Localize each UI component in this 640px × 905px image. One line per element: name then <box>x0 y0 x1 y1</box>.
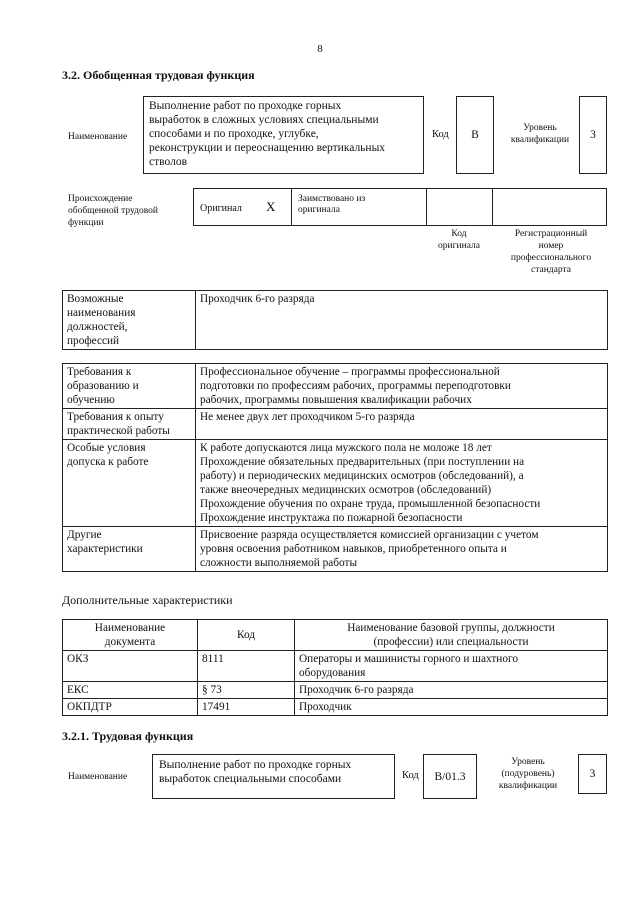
lf-level-label-line: квалификации <box>498 781 558 791</box>
gf-code-label: Код <box>432 129 449 140</box>
header-base-line: Наименование базовой группы, должности <box>347 622 555 634</box>
additional-table <box>62 619 608 716</box>
lf-name-line: выработок специальными способами <box>159 773 342 785</box>
lf-level-label <box>483 756 573 792</box>
header-base <box>295 620 608 651</box>
requirement-row <box>63 409 608 440</box>
reg-number-caption-line: номер <box>538 241 564 251</box>
requirement-label-line: Требования к опыту <box>67 411 164 423</box>
gf-level-value: 3 <box>579 96 607 174</box>
lf-level-value: 3 <box>578 754 607 794</box>
origin-label-line: обобщенной трудовой <box>68 206 158 216</box>
requirement-value-line: Присвоение разряда осуществляется комиссией организации с учетом <box>200 529 539 541</box>
requirement-value-line: К работе допускаются лица мужского пола не моложе 18 лет <box>200 442 492 454</box>
reg-number-caption <box>495 228 607 276</box>
requirement-label-line: Особые условия <box>67 442 146 454</box>
reg-number-caption-line: стандарта <box>531 265 571 275</box>
gf-code-value: B <box>456 96 494 174</box>
table-row <box>63 699 608 716</box>
gf-level-label-line: Уровень <box>523 123 557 133</box>
requirement-value-line: Профессиональное обучение – программы профессиональной <box>200 366 500 378</box>
header-base-line: (профессии) или специальности <box>373 636 529 648</box>
header-doc-line: документа <box>104 636 156 648</box>
origin-label-line: Происхождение <box>68 194 133 204</box>
reg-number-caption-line: Регистрационный <box>514 229 588 239</box>
lf-name-box <box>152 754 395 799</box>
gf-name-box <box>143 96 424 174</box>
requirement-label <box>63 364 196 409</box>
gf-level-label <box>505 122 575 146</box>
borrowed-label <box>298 194 365 216</box>
requirement-label-line: допуска к работе <box>67 456 149 468</box>
requirement-value <box>196 409 608 440</box>
requirement-label <box>63 409 196 440</box>
requirement-label-line: характеристики <box>67 543 143 555</box>
gf-name-line: способами и по проходке, углубке, <box>149 128 319 140</box>
cell-name <box>295 699 608 716</box>
cell-doc: ЕКС <box>63 682 198 699</box>
requirement-value-line: сложности выполняемой работы <box>200 557 358 569</box>
requirement-value-line: уровня освоения работником навыков, приобретенного опыта и <box>200 543 507 555</box>
borrowed-label-line: оригинала <box>298 205 340 215</box>
cell-doc: ОКПДТР <box>63 699 198 716</box>
requirements-table <box>62 363 608 572</box>
positions-label-line: наименования <box>67 307 136 319</box>
requirement-label-line: образованию и <box>67 380 139 392</box>
cell-code: 17491 <box>198 699 295 716</box>
header-doc <box>63 620 198 651</box>
original-mark: X <box>266 199 276 214</box>
cell-name-line: Операторы и машинисты горного и шахтного <box>299 653 518 665</box>
cell-name <box>295 651 608 682</box>
table-row <box>63 682 608 699</box>
additional-heading: Дополнительные характеристики <box>62 593 233 607</box>
gf-name-label: Наименование <box>68 132 128 142</box>
code-original-caption-line: оригинала <box>438 241 480 251</box>
lf-level-label-line: (подуровень) <box>501 769 555 779</box>
additional-header-row <box>63 620 608 651</box>
cell-code: § 73 <box>198 682 295 699</box>
requirement-value <box>196 440 608 527</box>
origin-divider <box>291 189 292 225</box>
gf-level-label-line: квалификации <box>510 135 570 145</box>
lf-code-value: B/01.3 <box>423 754 477 799</box>
gf-name-line: Выполнение работ по проходке горных <box>149 100 342 112</box>
reg-number-caption-line: профессионального <box>510 253 592 263</box>
requirement-label-line: Требования к <box>67 366 132 378</box>
lf-name-line: Выполнение работ по проходке горных <box>159 759 352 771</box>
origin-divider <box>426 189 427 225</box>
positions-label <box>63 291 196 350</box>
cell-name-line: оборудования <box>299 667 366 679</box>
gf-name-line: выработок в сложных условиях специальными <box>149 114 379 126</box>
origin-box <box>193 188 607 226</box>
requirement-label-line: обучению <box>67 394 115 406</box>
lf-name-label: Наименование <box>68 772 128 782</box>
requirement-label-line: Другие <box>67 529 102 541</box>
requirement-value-line: также внеочередных медицинских осмотров (обследований) <box>200 484 492 496</box>
cell-name <box>295 682 608 699</box>
page-number: 8 <box>317 43 323 55</box>
origin-label <box>68 193 158 229</box>
positions-label-line: Возможные <box>67 293 124 305</box>
gf-name-line: реконструкции и переоснащению вертикальных <box>149 142 386 154</box>
requirement-value-line: Прохождение обучения по охране труда, промышленной безопасности <box>200 498 541 510</box>
requirement-label <box>63 440 196 527</box>
original-label: Оригинал <box>200 203 242 214</box>
requirement-row <box>63 440 608 527</box>
lf-code-label: Код <box>402 770 419 781</box>
cell-name-line: Проходчик <box>299 701 352 713</box>
header-doc-line: Наименование <box>94 622 166 634</box>
requirement-value-line: Не менее двух лет проходчиком 5-го разряда <box>200 411 415 423</box>
requirement-value-line: Прохождение обязательных предварительных (при поступлении на <box>200 456 525 468</box>
positions-table <box>62 290 608 350</box>
cell-code: 8111 <box>198 651 295 682</box>
header-code: Код <box>198 620 295 651</box>
origin-label-line: функции <box>68 218 104 228</box>
gf-name-line: стволов <box>149 156 187 168</box>
generalized-function-heading: 3.2. Обобщенная трудовая функция <box>62 68 255 82</box>
code-original-caption <box>426 228 492 252</box>
requirement-value-line: рабочих, программы повышения квалификации рабочих <box>200 394 472 406</box>
requirement-value <box>196 364 608 409</box>
labor-function-heading: 3.2.1. Трудовая функция <box>62 729 194 743</box>
positions-label-line: должностей, <box>67 321 128 333</box>
cell-name-line: Проходчик 6-го разряда <box>299 684 414 696</box>
requirement-value-line: Прохождение инструктажа по пожарной безопасности <box>200 512 463 524</box>
origin-divider <box>492 189 493 225</box>
positions-label-line: профессий <box>67 335 120 347</box>
positions-value: Проходчик 6-го разряда <box>196 291 608 350</box>
table-row <box>63 651 608 682</box>
requirement-row <box>63 364 608 409</box>
requirement-value <box>196 527 608 572</box>
requirement-value-line: подготовки по профессиям рабочих, программы переподготовки <box>200 380 511 392</box>
requirement-label-line: практической работы <box>67 425 170 437</box>
requirement-value-line: работу) и периодических медицинских осмотров (обследований), а <box>200 470 524 482</box>
code-original-caption-line: Код <box>451 229 467 239</box>
positions-row <box>63 291 608 350</box>
requirement-row <box>63 527 608 572</box>
cell-doc: ОКЗ <box>63 651 198 682</box>
borrowed-label-line: Заимствовано из <box>298 194 366 204</box>
requirement-label <box>63 527 196 572</box>
lf-level-label-line: Уровень <box>511 757 545 767</box>
